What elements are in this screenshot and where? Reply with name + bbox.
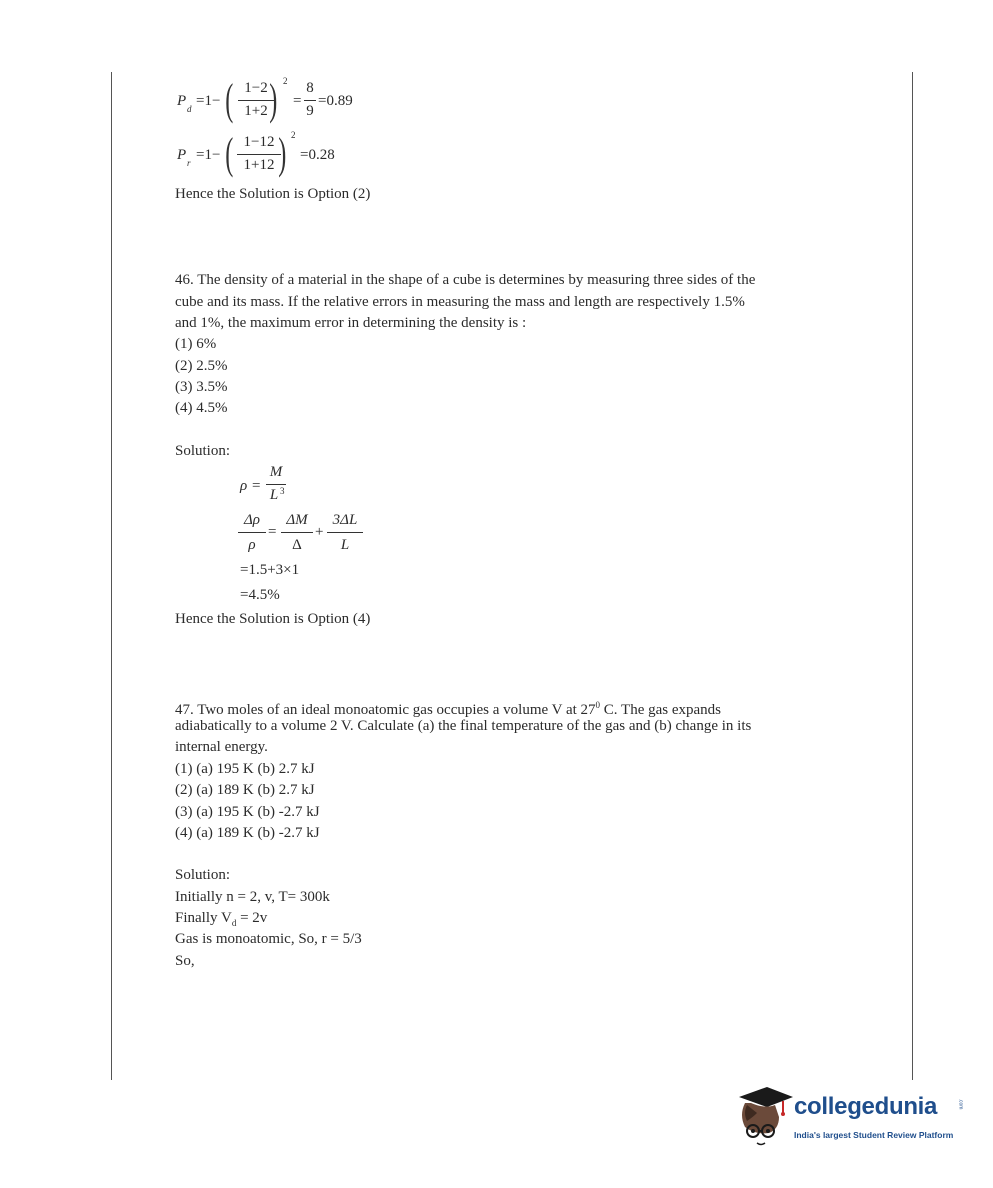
pr-right-paren: ) [278, 129, 287, 178]
plus-sign: + [315, 524, 324, 540]
q47-option-4: (4) (a) 189 K (b) -2.7 kJ [175, 825, 320, 841]
drho-frac-bar [238, 532, 266, 533]
three-delta-l: 3ΔL [332, 512, 358, 528]
q46-option-4: (4) 4.5% [175, 400, 228, 416]
q46-step-2: =4.5% [240, 587, 280, 603]
pr-left-paren: ( [225, 129, 234, 178]
error-eq: = [268, 524, 277, 540]
pd-result: =0.89 [318, 93, 353, 109]
q46-line-1: 46. The density of a material in the shape of a cube is determines by measuring three sides of the [175, 272, 756, 288]
pd-exp: 2 [283, 76, 288, 86]
pd-sub: d [187, 104, 192, 114]
pd-lhs: =1− [196, 93, 221, 109]
q46-line-2: cube and its mass. If the relative errors in measuring the mass and length are respectively 1.5% [175, 294, 745, 310]
pr-exp: 2 [291, 130, 296, 140]
q47-line-2: adiabatically to a volume 2 V. Calculate (a) the final temperature of the gas and (b) change in its [175, 718, 752, 734]
left-margin-line [111, 72, 112, 1080]
pr-sub: r [187, 158, 191, 168]
brand-name: collegedunia [794, 1093, 938, 1120]
dl-frac-bar [327, 532, 363, 533]
q46-step-1: =1.5+3×1 [240, 562, 300, 578]
pd-right-paren: ) [269, 75, 278, 124]
pd-den2: 9 [306, 103, 314, 119]
q46-option-3: (3) 3.5% [175, 379, 228, 395]
l-den: L [340, 537, 350, 553]
pd-label: P [177, 93, 187, 109]
q47-initially: Initially n = 2, v, T= 300k [175, 889, 330, 905]
collegedunia-mascot-icon [735, 1083, 795, 1153]
delta-den: Δ [292, 537, 302, 553]
q46-option-2: (2) 2.5% [175, 358, 228, 374]
rho-eq: = [252, 478, 261, 494]
pd-eq: = [293, 93, 302, 109]
q46-solution-label: Solution: [175, 443, 231, 459]
pr-den: 1+12 [243, 157, 275, 173]
pd-left-paren: ( [225, 75, 234, 124]
q46-line-3: and 1%, the maximum error in determining the density is : [175, 315, 527, 331]
q47-solution-label: Solution: [175, 867, 231, 883]
rho-symbol: ρ [240, 478, 248, 494]
delta-m: ΔM [286, 512, 308, 528]
q47-option-3: (3) (a) 195 K (b) -2.7 kJ [175, 804, 320, 820]
q47-so: So, [175, 953, 195, 969]
rho-den: ρ [248, 537, 256, 553]
q47-finally-sub: d [231, 918, 237, 928]
pr-label: P [177, 147, 187, 163]
q47-option-1: (1) (a) 195 K (b) 2.7 kJ [175, 761, 315, 777]
delta-rho: Δρ [243, 512, 260, 528]
q47-gas: Gas is monoatomic, So, r = 5/3 [175, 931, 362, 947]
mass-symbol: M [269, 464, 283, 480]
q45-conclusion: Hence the Solution is Option (2) [175, 186, 371, 202]
dm-frac-bar [281, 532, 313, 533]
pd-num2: 8 [306, 80, 314, 96]
degree-superscript: 0 [595, 700, 601, 710]
q47-line-1-tail: C. The gas expands [600, 702, 721, 718]
length-exp: 3 [280, 486, 285, 496]
pd-frac2-bar [304, 100, 316, 101]
pr-result: =0.28 [300, 147, 335, 163]
pd-num: 1−2 [244, 80, 268, 96]
q47-option-2: (2) (a) 189 K (b) 2.7 kJ [175, 782, 315, 798]
q47-finally-text: Finally V [175, 910, 232, 926]
brand-dotcom: .com [957, 1098, 964, 1110]
q46-conclusion: Hence the Solution is Option (4) [175, 611, 371, 627]
brand-tagline: India's largest Student Review Platform [794, 1130, 954, 1140]
pr-lhs: =1− [196, 147, 221, 163]
pr-num: 1−12 [243, 134, 275, 150]
q46-option-1: (1) 6% [175, 336, 217, 352]
density-frac-bar [266, 484, 286, 485]
q47-line-3: internal energy. [175, 739, 268, 755]
q47-finally-value: = 2v [236, 910, 268, 926]
right-margin-line [912, 72, 913, 1080]
q47-line-1-text: 47. Two moles of an ideal monoatomic gas occupies a volume V at 27 [175, 702, 596, 718]
length-cubed: L [269, 487, 279, 503]
pd-den: 1+2 [244, 103, 268, 119]
pr-frac-bar [237, 154, 281, 155]
